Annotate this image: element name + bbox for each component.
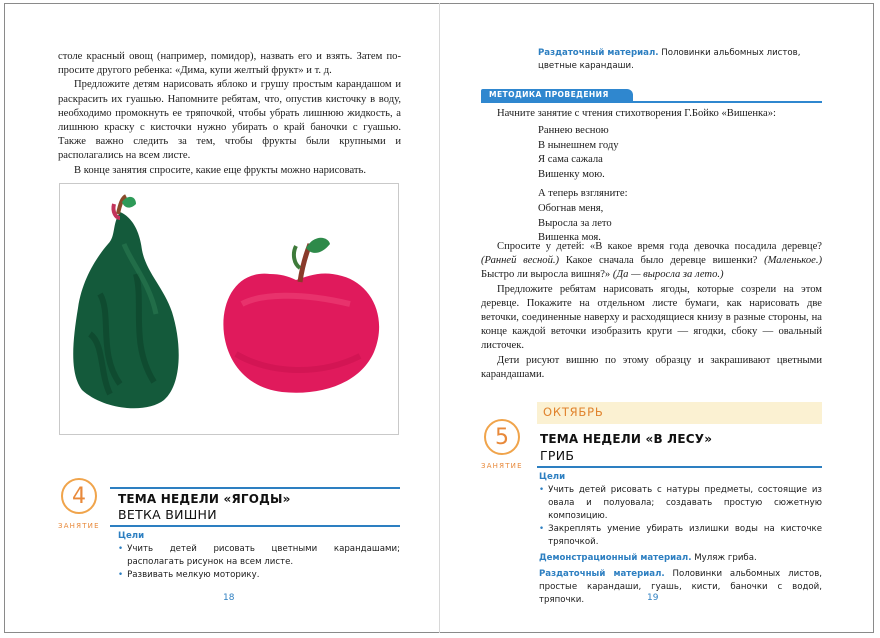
goals-block [539,471,822,607]
pear-and-apple-painting [60,184,398,434]
bullet-icon: • [539,485,545,495]
intro: Начните занятие с чтения стихотворения Г.Бойко «Вишенка»: [497,108,776,119]
lesson-number-badge [61,478,97,514]
demo-material: Демонстрационный материал. Муляж гриба. [539,553,757,563]
lesson-number-badge [484,419,520,455]
heading-rule [537,466,822,468]
method-heading: МЕТОДИКА ПРОВЕДЕНИЯ [481,89,633,101]
paragraph: столе красный овощ (например, помидор), назвать его и взять. Затем по-просите другого ребенка: «Дима, купи желтый фрукт» и т. д. [58,51,401,77]
paragraph: Предложите ребятам нарисовать ягоды, которые созрели на этом деревце. Покажите на отдельном листе бумаги, как нарисовать две веточки, соединенные наверху и расходящиеся книзу в разные стороны, на конце каждой веточки изобразить круги — ягодки, сбоку — овальный листочек. [481,283,822,352]
month-label: ОКТЯБРЬ [543,405,604,419]
method-body [481,240,822,382]
goals-block [118,530,400,582]
goals-label: Цели [118,531,145,541]
lesson-number: 5 [495,424,509,450]
goal-item: • Закреплять умение убирать излишки воды на кисточке тряпочкой. [539,524,822,547]
bullet-icon: • [539,524,545,534]
book-spine [439,3,440,633]
lesson-subtitle: ВЕТКА ВИШНИ [118,507,217,522]
paragraph: Спросите у детей: «В какое время года девочка посадила деревце? (Ранней весной.) Какое сначала было деревце вишенки? (Маленькое.) Быстро ли выросла вишня?» (Да — выросла за лето.) [481,241,822,281]
heading-rule [110,487,400,489]
week-title: ТЕМА НЕДЕЛИ «В ЛЕСУ» [540,432,713,446]
fruit-painting-illustration [59,183,399,435]
right-page-text [481,107,822,121]
page-number-left: 18 [223,593,235,603]
lesson-number: 4 [72,483,86,509]
heading-rule [110,525,400,527]
page-number-right: 19 [647,593,659,603]
week-title: ТЕМА НЕДЕЛИ «ЯГОДЫ» [118,492,291,506]
lesson-subtitle: ГРИБ [540,448,575,463]
goals-label: Цели [539,472,566,482]
handout-material: Раздаточный материал. Половинки альбомных листов, простые карандаши, гуашь, кисти, баночки с водой, тряпочки. [539,569,822,605]
goal-item: • Учить детей рисовать с натуры предметы, состоящие из овала и полуовала; создавать простую сюжетную композицию. [539,485,822,521]
method-rule [481,101,822,103]
handout-note: Раздаточный материал. Половинки альбомных листов, цветные карандаши. [538,48,801,71]
apple-drawing [223,238,379,393]
paragraph: Дети рисуют вишню по этому образцу и закрашивают цветными карандашами. [481,354,822,380]
paragraph: Предложите детям нарисовать яблоко и грушу простым карандашом и раскрасить их гуашью. Напомните ребятам, что, опустив кисточку в воду, необходимо промокнуть ее тряпочкой, чтобы убрать лишнюю жидкость, а лишнюю краску с кисточки нужно убирать о край баночки с гуашью. Также важно следить за тем, чтобы фрукты были крупными и располагались на всем листе. [58,79,401,162]
goal-item: • Учить детей рисовать цветными карандашами; располагать рисунок на всем листе. [118,544,400,567]
pear-drawing [73,196,178,408]
lesson-word: ЗАНЯТИЕ [58,522,100,530]
poem: Раннею весною В нынешнем году Я сама сажала Вишенку мою. А теперь взгляните: Обогнав меня, Выросла за лето Вишенка моя. [538,125,628,244]
lesson-word: ЗАНЯТИЕ [481,462,523,470]
bullet-icon: • [118,544,124,554]
left-page-text [58,50,401,178]
bullet-icon: • [118,570,124,580]
goal-item: • Развивать мелкую моторику. [118,570,260,580]
paragraph: В конце занятия спросите, какие еще фрукты можно нарисовать. [74,164,366,176]
